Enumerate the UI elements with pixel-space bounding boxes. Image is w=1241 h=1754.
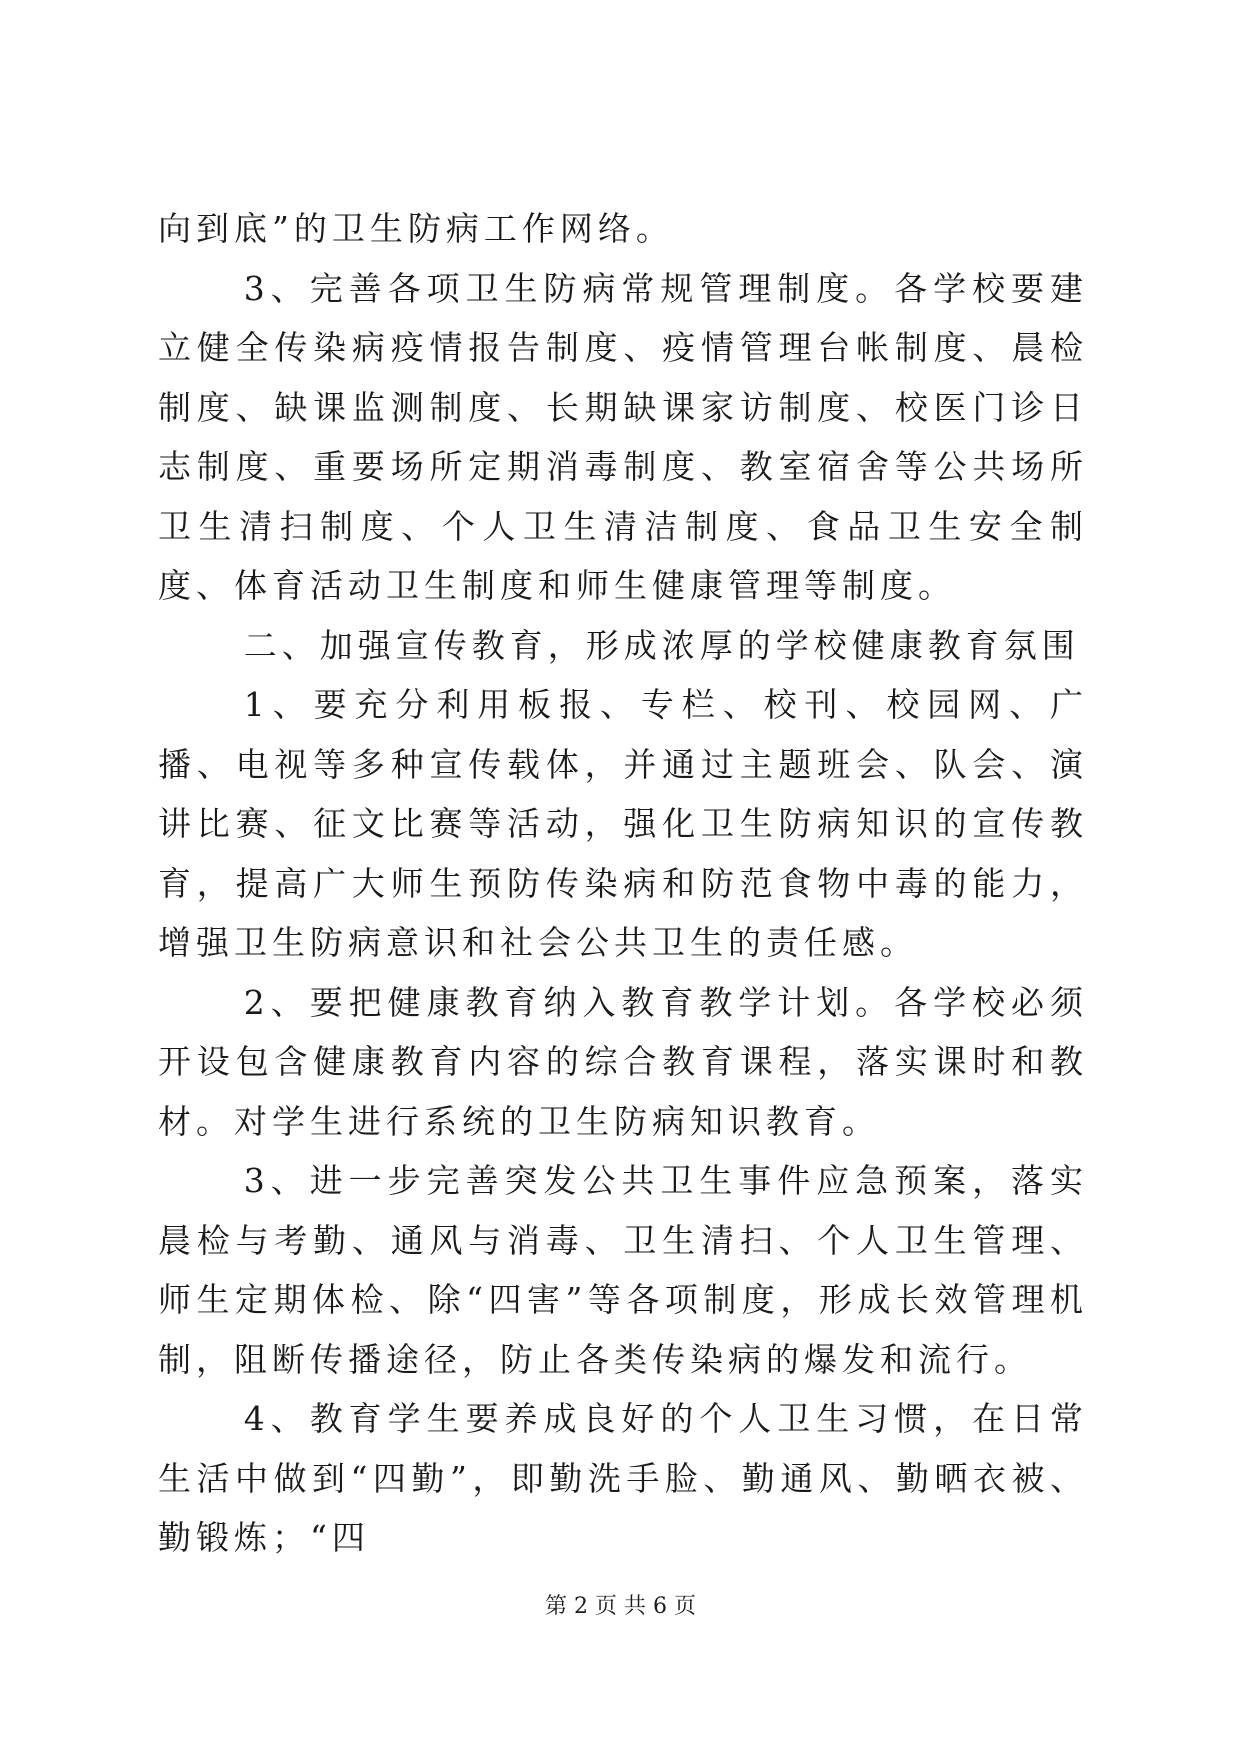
paragraph-item-4-hygiene-habits: 4、教育学生要养成良好的个人卫生习惯，在日常生活中做到“四勤”，即勤洗手脸、勤通风、勤晒衣被、勤锻炼；“四 xyxy=(158,1399,1088,1557)
paragraph-item-3-emergency-plan: 3、进一步完善突发公共卫生事件应急预案，落实晨检与考勤、通风与消毒、卫生清扫、个人卫生管理、师生定期体检、除“四害”等各项制度，形成长效管理机制，阻断传播途径，防止各类传染病的爆发和流行。 xyxy=(158,1161,1088,1379)
paragraph-item-2-curriculum: 2、要把健康教育纳入教育教学计划。各学校必须开设包含健康教育内容的综合教育课程，落实课时和教材。对学生进行系统的卫生防病知识教育。 xyxy=(158,982,1088,1141)
paragraph-item-1-publicity: 1、要充分利用板报、专栏、校刊、校园网、广播、电视等多种宣传载体，并通过主题班会、队会、演讲比赛、征文比赛等活动，强化卫生防病知识的宣传教育，提高广大师生预防传染病和防范食物中毒的能力，增强卫生防病意识和社会公共卫生的责任感。 xyxy=(158,685,1088,962)
section-heading-publicity-education: 二、加强宣传教育，形成浓厚的学校健康教育氛围 xyxy=(243,625,1080,665)
paragraph-continuation: 向到底”的卫生防病工作网络。 xyxy=(158,209,674,248)
paragraph-item-3-regulations: 3、完善各项卫生防病常规管理制度。各学校要建立健全传染病疫情报告制度、疫情管理台帐制度、晨检制度、缺课监测制度、长期缺课家访制度、校医门诊日志制度、重要场所定期消毒制度、教室宿舍等公共场所卫生清扫制度、个人卫生清洁制度、食品卫生安全制度、体育活动卫生制度和师生健康管理等制度。 xyxy=(158,268,1088,605)
document-body xyxy=(158,199,1088,1568)
page-number-footer: 第 2 页 共 6 页 xyxy=(545,1594,696,1619)
